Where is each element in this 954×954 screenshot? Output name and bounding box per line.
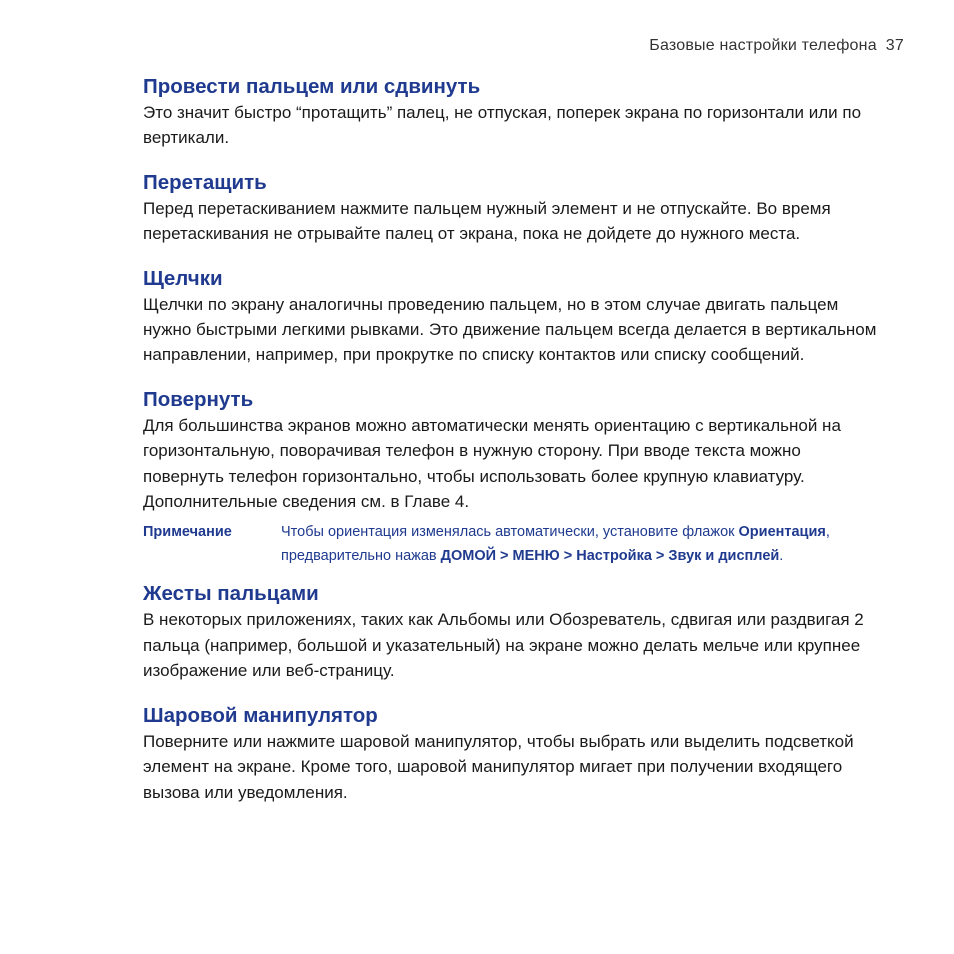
- section-body: Перед перетаскиванием нажмите пальцем нужный элемент и не отпускайте. Во время перетаскивания не отрывайте палец от экрана, пока не дойдете до нужного места.: [143, 198, 831, 244]
- section-body: Это значит быстро “протащить” палец, не отпуская, поперек экрана по горизонтали или по вертикали.: [143, 103, 862, 148]
- section-pinch: [143, 581, 883, 683]
- note-block: [143, 521, 883, 568]
- page-header: [649, 37, 904, 55]
- section-body: Для большинства экранов можно автоматически менять ориентацию с вертикальной на горизонтальную, поворачивая телефон в нужную сторону. При вводе текста можно повернуть телефон горизонтально, чтобы использовать более крупную клавиатуру. Дополнительные сведения см. в Главе 4.: [143, 415, 841, 512]
- note-bold-menu-path: ДОМОЙ > МЕНЮ > Настройка > Звук и дисплей: [440, 547, 780, 564]
- page-content: [143, 74, 883, 805]
- section-flick: [143, 266, 883, 368]
- note-text-part: , предварительно нажав: [281, 524, 830, 564]
- note-text: [281, 521, 861, 568]
- section-heading: Щелчки: [143, 266, 223, 290]
- section-heading: Провести пальцем или сдвинуть: [143, 75, 481, 98]
- page-number: 37: [885, 37, 904, 54]
- section-body: Поверните или нажмите шаровой манипулятор, чтобы выбрать или выделить подсветкой элемент на экране. Кроме того, шаровой манипулятор мигает при получении входящего вызова или уведомления.: [143, 731, 854, 802]
- section-drag: [143, 170, 883, 247]
- section-heading: Шаровой манипулятор: [143, 703, 378, 727]
- note-text-part: Чтобы ориентация изменялась автоматически, установите флажок: [281, 524, 739, 541]
- note-label: Примечание: [143, 524, 232, 541]
- section-heading: Перетащить: [143, 170, 267, 194]
- note-bold-orientation: Ориентация: [738, 524, 826, 541]
- section-body: В некоторых приложениях, таких как Альбомы или Обозреватель, сдвигая или раздвигая 2 пальца (например, большой и указательный) на экране можно делать мельче или крупнее изображение или веб-страницу.: [143, 610, 864, 681]
- note-text-part: .: [779, 547, 784, 564]
- section-body: Щелчки по экрану аналогичны проведению пальцем, но в этом случае двигать пальцем нужно быстрыми легкими рывками. Это движение пальцем всегда делается в вертикальном направлении, например, при прокрутке по списку контактов или списку сообщений.: [143, 294, 877, 365]
- section-rotate: [143, 387, 883, 515]
- section-heading: Повернуть: [143, 387, 254, 411]
- page-header-title: Базовые настройки телефона: [649, 37, 877, 54]
- section-trackball: [143, 703, 883, 805]
- section-swipe: [143, 74, 883, 151]
- section-heading: Жесты пальцами: [143, 582, 319, 606]
